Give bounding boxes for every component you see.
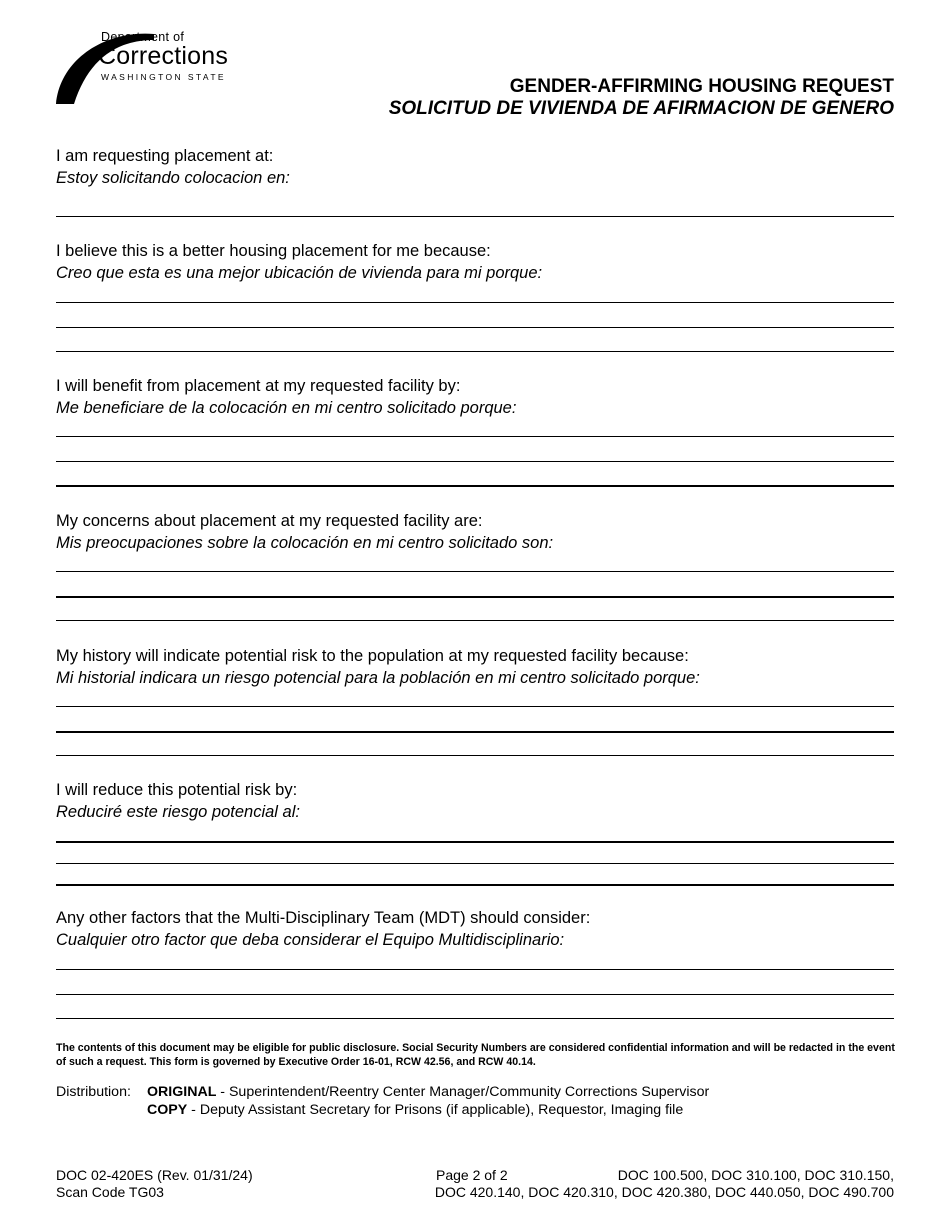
answer-line[interactable] <box>56 620 894 621</box>
footer-left <box>56 1167 253 1201</box>
answer-line[interactable] <box>56 755 894 756</box>
page-number: Page 2 of 2 <box>436 1167 508 1183</box>
logo-line-2: Corrections <box>98 42 229 70</box>
question-es: Reduciré este riesgo potencial al: <box>56 803 300 821</box>
question-en: Any other factors that the Multi-Disciplinary Team (MDT) should consider: <box>56 909 591 927</box>
answer-line[interactable] <box>56 216 894 217</box>
footer-policy-refs <box>435 1167 894 1201</box>
distribution-copy-label: COPY <box>147 1102 188 1118</box>
question-en: I am requesting placement at: <box>56 147 274 165</box>
answer-line[interactable] <box>56 969 894 970</box>
answer-line[interactable] <box>56 1018 894 1019</box>
form-title-es: SOLICITUD DE VIVIENDA DE AFIRMACION DE GENERO <box>388 98 894 119</box>
answer-line[interactable] <box>56 302 894 303</box>
question-es: Cualquier otro factor que deba considerar el Equipo Multidisciplinario: <box>56 931 565 949</box>
form-title-en: GENDER-AFFIRMING HOUSING REQUEST <box>509 76 894 97</box>
distribution-original-text: - Superintendent/Reentry Center Manager/Community Corrections Supervisor <box>216 1084 710 1100</box>
question-es: Estoy solicitando colocacion en: <box>56 169 290 187</box>
question-reduce-risk <box>56 779 894 823</box>
answer-line[interactable] <box>56 436 894 437</box>
doc-logo <box>54 30 244 106</box>
question-history-risk <box>56 645 894 689</box>
answer-line[interactable] <box>56 596 894 598</box>
answer-line[interactable] <box>56 841 894 843</box>
distribution-label: Distribution: <box>56 1084 131 1100</box>
form-number: DOC 02-420ES (Rev. 01/31/24) <box>56 1167 253 1183</box>
answer-line[interactable] <box>56 327 894 328</box>
distribution-block <box>56 1083 709 1119</box>
answer-line[interactable] <box>56 351 894 352</box>
logo-line-1: Department of <box>101 30 185 44</box>
question-es: Me beneficiare de la colocación en mi centro solicitado porque: <box>56 399 517 417</box>
question-en: I will benefit from placement at my requested facility by: <box>56 377 461 395</box>
form-title-block <box>389 76 894 120</box>
question-concerns <box>56 510 894 554</box>
answer-line[interactable] <box>56 461 894 462</box>
policy-refs-line-1: DOC 100.500, DOC 310.100, DOC 310.150, <box>617 1167 894 1183</box>
distribution-original-label: ORIGINAL <box>147 1084 217 1100</box>
question-en: I believe this is a better housing placement for me because: <box>56 242 491 260</box>
question-better-housing <box>56 240 894 284</box>
question-en: My history will indicate potential risk to the population at my requested facility because: <box>56 647 689 665</box>
question-other-factors <box>56 907 894 951</box>
question-placement <box>56 145 894 189</box>
question-benefit <box>56 375 894 419</box>
question-es: Mi historial indicara un riesgo potencial para la población en mi centro solicitado porque: <box>56 669 700 687</box>
answer-line[interactable] <box>56 863 894 864</box>
answer-line[interactable] <box>56 884 894 886</box>
question-en: My concerns about placement at my requested facility are: <box>56 512 483 530</box>
logo-line-3: WASHINGTON STATE <box>101 72 226 82</box>
answer-line[interactable] <box>56 706 894 707</box>
question-en: I will reduce this potential risk by: <box>56 781 298 799</box>
question-es: Mis preocupaciones sobre la colocación en mi centro solicitado son: <box>56 534 554 552</box>
answer-line[interactable] <box>56 731 894 733</box>
disclosure-notice: The contents of this document may be eligible for public disclosure. Social Security Numbers are considered confidential information and will be redacted in the event of such a request. This form is governed by Executive Order 16-01, RCW 42.56, and RCW 40.14. <box>56 1042 895 1068</box>
answer-line[interactable] <box>56 994 894 995</box>
answer-line[interactable] <box>56 485 894 487</box>
policy-refs-line-2: DOC 420.140, DOC 420.310, DOC 420.380, DOC 440.050, DOC 490.700 <box>434 1184 894 1200</box>
distribution-copy-text: - Deputy Assistant Secretary for Prisons (if applicable), Requestor, Imaging file <box>187 1102 684 1118</box>
question-es: Creo que esta es una mejor ubicación de vivienda para mi porque: <box>56 264 543 282</box>
scan-code: Scan Code TG03 <box>56 1184 164 1200</box>
answer-line[interactable] <box>56 571 894 572</box>
